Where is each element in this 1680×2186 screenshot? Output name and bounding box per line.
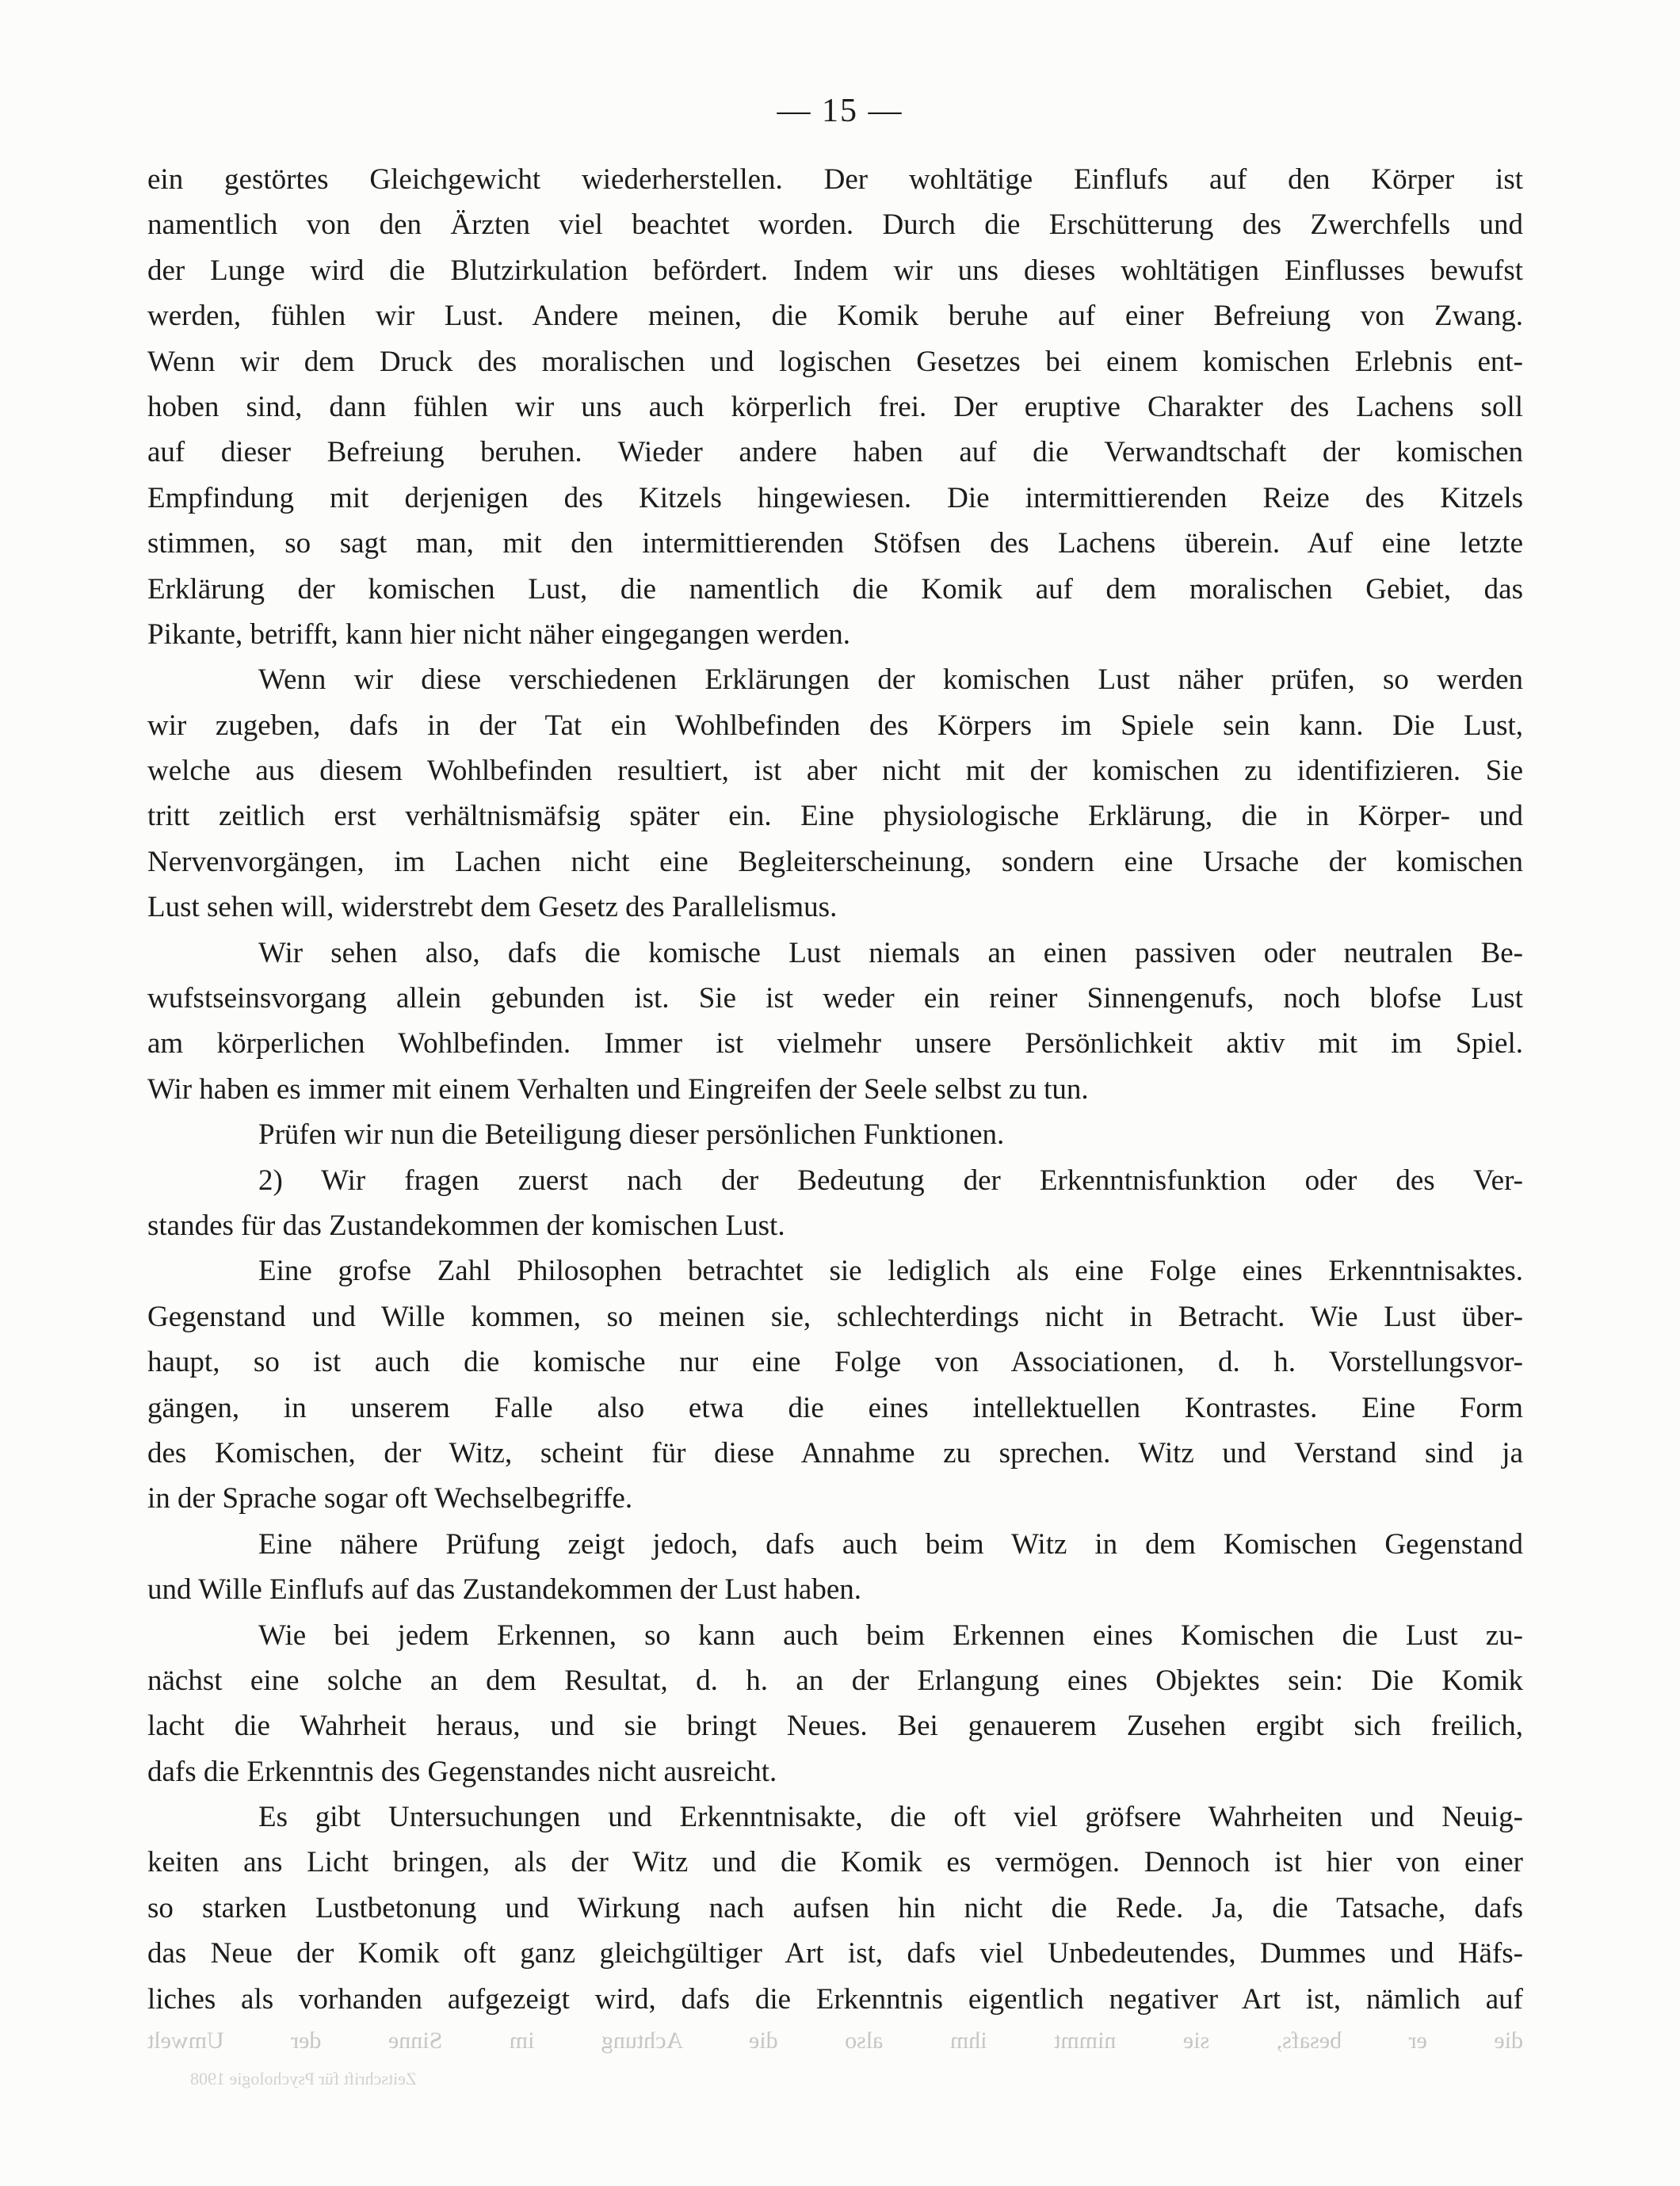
text-line: Prüfen wir nun die Beteiligung dieser persönlichen Funktionen. bbox=[258, 1118, 1005, 1152]
text-line: hoben sind, dann fühlen wir uns auch körperlich frei. Der eruptive Charakter des Lachens soll bbox=[147, 390, 1523, 423]
text-line: in der Sprache sogar oft Wechselbegriffe. bbox=[147, 1482, 633, 1515]
text-line: Wir haben es immer mit einem Verhalten und Eingreifen der Seele selbst zu tun. bbox=[147, 1072, 1089, 1106]
text-line: werden, fühlen wir Lust. Andere meinen, die Komik beruhe auf einer Befreiung von Zwang. bbox=[147, 300, 1523, 333]
text-line: Wir sehen also, dafs die komische Lust niemals an einen passiven oder neutralen Be- bbox=[258, 936, 1523, 969]
text-line: keiten ans Licht bringen, als der Witz und die Komik es vermögen. Dennoch ist hier von einer bbox=[147, 1846, 1523, 1879]
text-line: wir zugeben, dafs in der Tat ein Wohlbefinden des Körpers im Spiele sein kann. Die Lust, bbox=[147, 709, 1523, 742]
text-line: lacht die Wahrheit heraus, und sie bringt Neues. Bei genauerem Zusehen ergibt sich freilich, bbox=[147, 1710, 1523, 1743]
text-line: haupt, so ist auch die komische nur eine Folge von Associationen, d. h. Vorstellungsvor- bbox=[147, 1346, 1523, 1379]
text-line: Wenn wir dem Druck des moralischen und logischen Gesetzes bei einem komischen Erlebnis ent- bbox=[147, 345, 1523, 378]
text-line: Wenn wir diese verschiedenen Erklärungen der komischen Lust näher prüfen, so werden bbox=[258, 663, 1523, 697]
text-line: Nervenvorgängen, im Lachen nicht eine Begleiterscheinung, sondern eine Ursache der komischen bbox=[147, 845, 1523, 878]
text-line: ein gestörtes Gleichgewicht wiederherstellen. Der wohltätige Einflufs auf den Körper ist bbox=[147, 163, 1523, 196]
body-text bbox=[147, 157, 1523, 2022]
bleed-through-footnote: Zeitschrift für Psychologie 1908 bbox=[190, 2069, 417, 2089]
text-line: nächst eine solche an dem Resultat, d. h. an der Erlangung eines Objektes sein: Die Komik bbox=[147, 1664, 1523, 1697]
text-line: der Lunge wird die Blutzirkulation befördert. Indem wir uns dieses wohltätigen Einflusses bewufst bbox=[147, 254, 1523, 287]
text-line: das Neue der Komik oft ganz gleichgültiger Art ist, dafs viel Unbedeutendes, Dummes und Häfs- bbox=[147, 1937, 1523, 1970]
text-line: Lust sehen will, widerstrebt dem Gesetz des Parallelismus. bbox=[147, 891, 838, 924]
text-line: liches als vorhanden aufgezeigt wird, dafs die Erkenntnis eigentlich negativer Art ist, nämlich auf bbox=[147, 1982, 1523, 2016]
text-line: Gegenstand und Wille kommen, so meinen sie, schlechterdings nicht in Betracht. Wie Lust über- bbox=[147, 1300, 1523, 1333]
text-line: Es gibt Untersuchungen und Erkenntnisakte, die oft viel gröfsere Wahrheiten und Neuig- bbox=[258, 1801, 1523, 1834]
text-line: Eine nähere Prüfung zeigt jedoch, dafs auch beim Witz in dem Komischen Gegenstand bbox=[258, 1527, 1523, 1561]
text-line: Eine grofse Zahl Philosophen betrachtet sie lediglich als eine Folge eines Erkenntnisaktes. bbox=[258, 1255, 1523, 1288]
text-line: Erklärung der komischen Lust, die namentlich die Komik auf dem moralischen Gebiet, das bbox=[147, 572, 1523, 606]
text-line: tritt zeitlich erst verhältnismäfsig später ein. Eine physiologische Erklärung, die in Körper- und bbox=[147, 800, 1523, 833]
text-line: Empfindung mit derjenigen des Kitzels hingewiesen. Die intermittierenden Reize des Kitzels bbox=[147, 481, 1523, 514]
text-line: standes für das Zustandekommen der komischen Lust. bbox=[147, 1209, 785, 1242]
text-line: gängen, in unserem Falle also etwa die eines intellektuellen Kontrastes. Eine Form bbox=[147, 1391, 1523, 1424]
text-line: und Wille Einflufs auf das Zustandekommen der Lust haben. bbox=[147, 1573, 862, 1607]
text-line: auf dieser Befreiung beruhen. Wieder andere haben auf die Verwandtschaft der komischen bbox=[147, 436, 1523, 469]
bleed-through-line: die er besafs, sie nimmt ihm also die Achtung im Sinne der Umwelt bbox=[147, 2027, 1523, 2054]
page-number: — 15 — bbox=[777, 93, 903, 129]
text-line: Pikante, betrifft, kann hier nicht näher eingegangen werden. bbox=[147, 617, 850, 651]
text-line: so starken Lustbetonung und Wirkung nach aufsen hin nicht die Rede. Ja, die Tatsache, dafs bbox=[147, 1891, 1523, 1924]
text-line: des Komischen, der Witz, scheint für diese Annahme zu sprechen. Witz und Verstand sind ja bbox=[147, 1436, 1523, 1469]
text-line: am körperlichen Wohlbefinden. Immer ist vielmehr unsere Persönlichkeit aktiv mit im Spiel. bbox=[147, 1027, 1523, 1061]
text-line: 2) Wir fragen zuerst nach der Bedeutung der Erkenntnisfunktion oder des Ver- bbox=[258, 1164, 1523, 1197]
text-line: Wie bei jedem Erkennen, so kann auch beim Erkennen eines Komischen die Lust zu- bbox=[258, 1618, 1523, 1652]
text-line: namentlich von den Ärzten viel beachtet worden. Durch die Erschütterung des Zwerchfells und bbox=[147, 208, 1523, 242]
text-line: welche aus diesem Wohlbefinden resultiert, ist aber nicht mit der komischen zu identifizieren. Sie bbox=[147, 755, 1523, 788]
text-line: stimmen, so sagt man, mit den intermittierenden Stöfsen des Lachens überein. Auf eine letzte bbox=[147, 527, 1523, 560]
text-line: dafs die Erkenntnis des Gegenstandes nicht ausreicht. bbox=[147, 1755, 777, 1788]
text-line: wufstseinsvorgang allein gebunden ist. Sie ist weder ein reiner Sinnengenufs, noch blofse Lust bbox=[147, 982, 1523, 1015]
